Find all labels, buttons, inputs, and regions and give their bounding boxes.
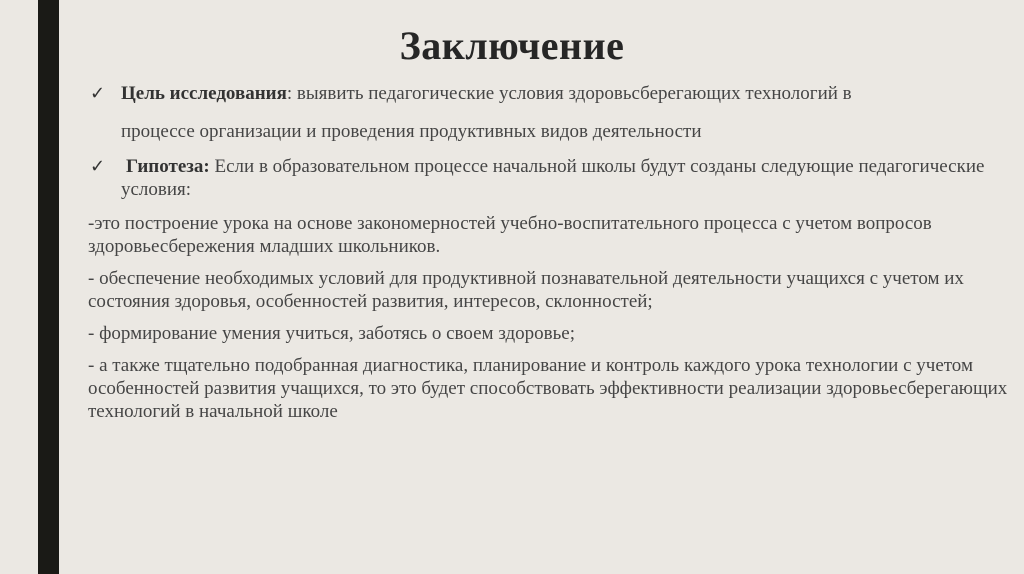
bullet-hypothesis bbox=[88, 155, 1013, 201]
checkmark-icon: ✓ bbox=[90, 83, 106, 104]
bullet-goal-text-line1: : выявить педагогические условия здоровьсберегающих технологий в bbox=[286, 83, 852, 104]
paragraph-learning-skills: - формирование умения учиться, заботясь о своем здоровье; bbox=[88, 323, 575, 344]
slide-title: Заключение bbox=[399, 23, 625, 68]
left-accent-bar bbox=[38, 0, 59, 574]
slide-content bbox=[88, 80, 1013, 423]
bullet-goal bbox=[88, 82, 1013, 143]
paragraph-conditions: - обеспечение необходимых условий для продуктивной познавательной деятельности учащихся с учетом их состояния здоровья, особенностей развития, интересов, склонностей; bbox=[88, 268, 964, 312]
bullet-hypothesis-label: Гипотеза: bbox=[126, 156, 210, 177]
bullet-goal-text-line2: процессе организации и проведения продуктивных видов деятельности bbox=[121, 121, 702, 142]
bullet-hypothesis-text: Если в образовательном процессе начальной школы будут созданы следующие педагогические условия: bbox=[121, 156, 985, 200]
bullet-goal-label: Цель исследования bbox=[121, 83, 287, 104]
checkmark-icon: ✓ bbox=[90, 156, 106, 177]
paragraph-lesson-structure: -это построение урока на основе закономерностей учебно-воспитательного процесса с учетом вопросов здоровьесбережения младших школьников. bbox=[88, 213, 932, 257]
paragraph-diagnostics: - а также тщательно подобранная диагностика, планирование и контроль каждого урока технологии с учетом особенностей развития учащихся, то это будет способствовать эффективности реализации здоровьесберегающих технологий в начальной школе bbox=[88, 355, 1008, 422]
